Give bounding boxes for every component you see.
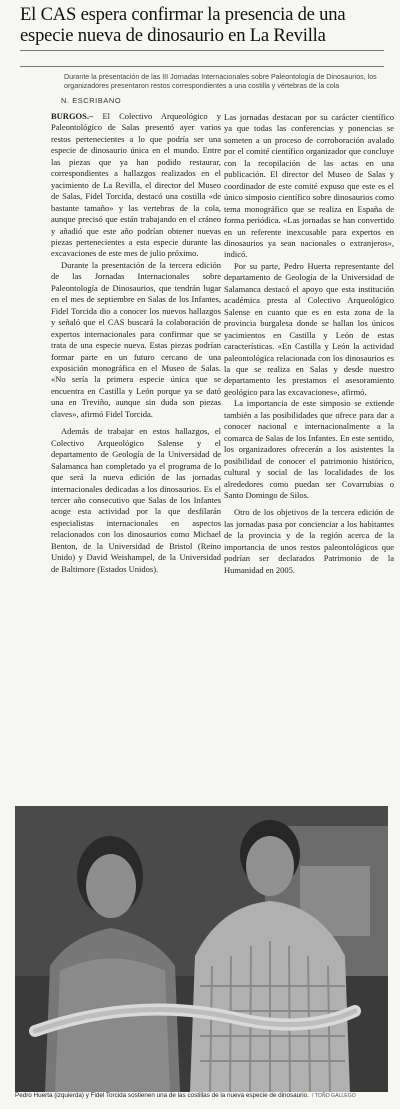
byline: N. ESCRIBANO bbox=[61, 96, 122, 105]
headline: El CAS espera confirmar la presencia de una especie nueva de dinosaurio en La Revilla bbox=[20, 4, 346, 46]
paragraph: Las jornadas destacan por su carácter científico ya que todas las conferencias y ponencias se someten a un proceso de corroboración avalado por el comité científico organizador que concluye con la recopilación de las actas en una publicación. El director del Museo de Salas y coordinador de este comité expuso que este es el único simposio científico sobre dinosaurios como tema monográfico que se realiza en España de forma periódica. «Las jornadas se han convertido en un referente inexcusable para expertos en dinosaurios ya sean nacionales o extranjeros», indicó. bbox=[224, 112, 394, 260]
deck: Durante la presentación de las III Jornadas Internacionales sobre Paleontología de Dinosaurios, los organizadores presentaron restos correspondientes a una costilla y vértebras de la cola bbox=[64, 73, 377, 90]
paragraph bbox=[51, 111, 221, 260]
headline-rule bbox=[20, 50, 384, 51]
news-photo bbox=[15, 806, 388, 1092]
paragraph-text: El Colectivo Arqueológico y Paleontológico de Salas presentó ayer varios restos pertenecientes a lo que podría ser una especie de dinosaurio única en el mundo. Entre las piezas que ya han podido restaurar, correspondientes a hallazgos realizados en el yacimiento de La Revilla, el director del Museo de Salas, Fidel Torcida, destacó una costilla «de bastante tamaño» y las vertebras de la cola, aunque precisó que están trabajando en el cráneo y añadió que este año podrían obtener nuevas piezas pertenecientes a esta especie durante las excavaciones de este mes de julio próximo. bbox=[51, 111, 222, 259]
photo-illustration bbox=[15, 806, 388, 1092]
left-column bbox=[51, 96, 221, 575]
photo-credit: / TOÑO GALLEGO bbox=[311, 1093, 356, 1099]
paragraph: Además de trabajar en estos hallazgos, el Colectivo Arqueológico Salense y el departamento de Geología de la Universidad de Salamanca han completado ya el programa de lo que será la nueva edición de las jornadas internacionales dedicadas a los dinosaurios. Es el tercer año consecutivo que Salas de los Infantes acoge esta actividad por la que desfilarán especialistas internacionales en aspectos relacionados con los dinosaurios como Michael Benton, de la Universidad de Bristol (Reino Unido) y David Weishampel, de la Universidad de Baltimore (Estados Unidos). bbox=[51, 426, 221, 574]
dateline: BURGOS.– bbox=[51, 111, 94, 121]
paragraph: Durante la presentación de la tercera edición de las Jornadas Internacionales sobre Paleontología de Dinosaurios, que tendrán lugar en el mes de septiembre en Salas de los Infantes, Fidel Torcida dio a conocer los nuevos hallazgos y señaló que el CAS buscará la colaboración de expertos internacionales para confirmar que se trata de una especie nueva. Estas piezas podrían formar parte en un futuro cercano de una exposición monográfica en el Museo de Salas. «No sería la primera especie única que se encuentra en Castilla y León porque ya se dató una en Treviño, aunque sin duda son piezas claves», afirmó Fidel Torcida. bbox=[51, 259, 221, 419]
paragraph: Por su parte, Pedro Huerta representante del departamento de Geología de la Universidad de Salamanca destacó el apoyo que esta institución académica presta al Colectivo Arqueológico Salense en cuanto que es en esta zona de la provincia burgalesa donde se hallan los únicos yacimientos en Castilla y León de estas características. «En Castilla y León la actividad paleontológica relacionada con los dinosaurios es la que se realiza en Salas y desde nuestro departamento les prestamos el asesoramiento geológico para las excavaciones», afirmó. bbox=[224, 260, 394, 397]
deck-rule-top bbox=[20, 66, 384, 67]
paragraph: Otro de los objetivos de la tercera edición de las jornadas pasa por concienciar a los habitantes de la provincia y de la región acerca de la importancia de unos restos paleontológicos que podrían ser declarados Patrimonio de la Humanidad en 2005. bbox=[224, 507, 394, 575]
photo-caption bbox=[15, 1092, 395, 1099]
right-column bbox=[224, 112, 394, 576]
paragraph: La importancia de este simposio se extiende también a las posibilidades que ofrece para dar a conocer nacional e internacionalmente a la comarca de Salas de los Infantes. En este sentido, los organizadores ofrecerán a los asistentes la posibilidad de conocer el patrimonio histórico, cultural y social de las localidades de los alrededores como puedan ser Covarrubias o Santo Domingo de Silos. bbox=[224, 398, 394, 500]
caption-text: Pedro Huerta (izquierda) y Fidel Torcida sostienen una de las costillas de la nueva especie de dinosaurio. bbox=[15, 1092, 309, 1099]
